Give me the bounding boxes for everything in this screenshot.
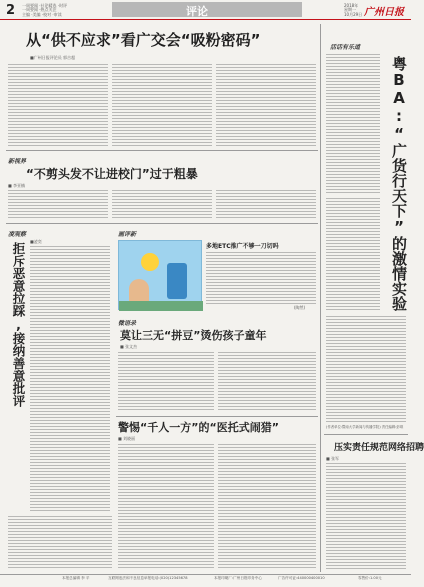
side-column-title: 粤BA:“广货行天下”的激情实验 [390, 56, 408, 311]
footer-rule [0, 574, 411, 575]
article-4-body-col2 [218, 444, 316, 570]
column-1-body-3 [216, 190, 316, 220]
weiyulu-tag: 微语录 [118, 320, 137, 327]
main-article-body-col1 [8, 64, 108, 146]
left-bottom-body [8, 516, 112, 570]
main-article-body-col3 [216, 64, 316, 146]
footer-price: 零售价:1.00元 [358, 576, 382, 580]
page-number: 2 [6, 3, 16, 18]
header-meta-left: 一周要闻 ·社论精选 ·时评 一周要闻 ·热点关注 主编 ·美编 ·校对 ·审读 [22, 3, 68, 17]
footer-right: 广告许可证:440000400010 [278, 576, 325, 580]
header-meta-right: 2018年 星期一 10月29日 [344, 3, 363, 17]
column-2-title: 拒斥恶意拉踩,接纳善意批评 [11, 242, 26, 407]
cartoon-credit: (陶然) [294, 305, 306, 310]
article-5-body [326, 463, 406, 571]
article-3-body-col1 [118, 352, 214, 412]
article-4-body-col1 [118, 444, 214, 570]
divider [6, 223, 318, 224]
main-article-byline: ■广州日报评论员 郭吉超 [30, 55, 76, 60]
column-divider [320, 24, 321, 572]
cartoon-caption: 多地ETC推广不够一刀切吗 [206, 243, 279, 250]
phone-icon [167, 263, 187, 299]
page-header [0, 0, 411, 20]
article-3-body-col2 [218, 352, 316, 412]
side-column-tag: 活话有乐道 [330, 44, 361, 51]
main-article-body-col2 [112, 64, 212, 146]
cartoon-tag: 画评新 [118, 231, 137, 238]
header-rule [0, 19, 411, 20]
column-2-body [30, 246, 110, 511]
article-5-title: 压实责任规范网络招聘 [334, 443, 424, 453]
footer-center-1: 互联网违法和不良信息举报电话:(020)12345678 [108, 576, 188, 580]
cartoon-illustration [118, 240, 202, 310]
column-1-body-2 [112, 190, 212, 220]
side-column-body-low [326, 316, 406, 422]
divider [116, 416, 318, 417]
article-4-byline: ■ 刘晓丽 [118, 436, 136, 441]
divider [6, 150, 318, 151]
article-5-byline: ■ 张军 [326, 456, 340, 461]
section-title: 评论 [186, 5, 208, 18]
column-tag-lingguancha: 凌观察 [8, 231, 27, 238]
column-2-byline: ■凌奕 [30, 239, 42, 244]
cartoon-text [206, 252, 316, 304]
side-column-footer: (作者单位:暨南大学新闻与传播学院) 责任编辑:彭琪 [326, 425, 404, 429]
column-tag-xinshijie: 新视界 [8, 158, 27, 165]
column-1-title: “不剪头发不让进校门”过于粗暴 [26, 167, 198, 181]
masthead-logo: 广州日报 [364, 7, 404, 18]
footer-left: 本报总编辑 李 平 [62, 576, 90, 580]
footer-center-2: 本报印刷厂:广州日报印务中心 [214, 576, 262, 580]
divider [324, 434, 408, 435]
article-3-title: 莫让三无“拼豆”烫伤孩子童年 [120, 329, 267, 342]
sun-icon [141, 253, 159, 271]
column-1-byline: ■ 李亚楠 [8, 183, 26, 188]
article-3-byline: ■ 张文杰 [120, 344, 138, 349]
side-column-body-top [326, 54, 380, 194]
article-4-title: 警惕“千人一方”的“医托式闹猎” [118, 421, 279, 434]
column-1-body [8, 190, 108, 220]
side-column-body-mid [326, 198, 380, 312]
main-article-title: 从“供不应求”看广交会“吸粉密码” [26, 31, 261, 49]
ground [119, 301, 203, 311]
